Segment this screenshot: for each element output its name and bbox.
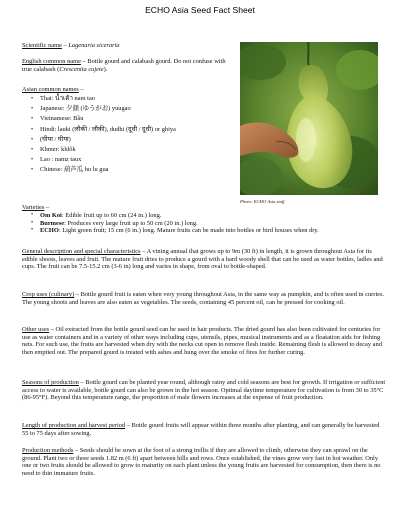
variety-item: [22, 227, 386, 235]
english-name-end: ).: [103, 65, 108, 73]
english-name-paragraph: [22, 58, 234, 73]
variety-text: : Light green fruit; 15 cm (6 in.) long. Mature fruits can be made into bottles or bird houses when dry.: [58, 227, 319, 235]
asian-name-item: • Chinese: 葫芦瓜 hu lu gua: [22, 165, 234, 175]
asian-name-item: • Hindi: lauki (लौकी / लौकी), dudhi (दूधी / दूधी) or ghiya: [22, 125, 234, 135]
asian-name-item: • Vietnamese: Bầu: [22, 114, 234, 124]
varieties-label: Varieties: [22, 204, 45, 211]
asian-names-heading: [22, 86, 234, 94]
varieties-sep: –: [44, 204, 50, 211]
page-title: ECHO Asia Seed Fact Sheet: [145, 5, 255, 15]
scientific-name-label: Scientific name: [22, 42, 62, 49]
section-label: Crop uses (culinary): [22, 291, 75, 298]
variety-item: [22, 212, 386, 220]
production-methods-paragraph: [22, 447, 386, 477]
variety-text: : Edible fruit up to 60 cm (24 in.) long.: [61, 212, 162, 219]
scientific-name-line: [22, 42, 234, 50]
photo-caption: Photo: ECHO Asia staff: [240, 199, 285, 204]
asian-name-item: • Lao : namz taux: [22, 155, 234, 165]
asian-names-sep: –: [78, 86, 84, 93]
variety-name: ECHO: [40, 227, 59, 235]
section-text: – Bottle gourd fruits will appear within three months after planting, and can generally be harvested 55 to 75 days after sowing.: [22, 422, 380, 437]
bottle-gourd-photo-drawing: [240, 42, 378, 195]
section-label: Seasons of production: [22, 379, 79, 386]
scientific-name-sep: –: [61, 42, 69, 49]
bottle-gourd-photo: [240, 42, 378, 195]
asian-name-item: • Khmer: khlôk: [22, 145, 234, 155]
section-label: General description and special characteristics: [22, 248, 141, 255]
english-name-text: – Bottle gourd and calabash gourd. Do not confuse with true calabash (: [22, 58, 226, 73]
section-text: – Oil extracted from the bottle gourd seed can be used in hair products. The dried gourd has also been cultivated for centuries for use as water containers and in a variety of other ways including cups, utensils, pipes, musical instruments and as a floatation aids for fishing nets. For such use, the fruits are harvested when dry with the necks cut open to remove flesh inside. Remaining flesh is allowed to decay and then emptied out. The prepared gourd is treated with ashes and hung over the smoke of fires for further curing.: [22, 326, 382, 356]
asian-name-item: • Thai: น้ำเต้า nam tao: [22, 94, 234, 104]
other-uses-paragraph: [22, 326, 386, 356]
variety-text: : Produces very large fruit up to 50 cm (20 in.) long.: [64, 219, 198, 227]
asian-name-item: • (घीया / घीया): [22, 135, 234, 145]
scientific-name-value: Lagenaria siceraria: [68, 42, 120, 49]
section-text: – Bottle gourd fruit is eaten when very young throughout Asia, in the same way as pumpkin, and is often used in curries. The young shoots and leaves are also eaten as vegetables. The seeds, containing 45 percent oil, can be pressed for cooking oil.: [22, 291, 385, 306]
section-text: – Seeds should be sown at the foot of a strong trellis if they are allowed to climb, otherwise they can sprawl on the ground. Plant two or three seeds 1.82 m (6 ft) apart between hills and rows. Once established, the vines grow very fast in hot weather. Only one or two fruits should be allowed to grow to maturity on each plant unless the young fruits are harvested for consumption, then there is no need to thin immature fruits.: [22, 447, 381, 477]
section-text: – Bottle gourd can be planted year round, although rainy and cold seasons are best for growth. If irrigation or sufficient access to water is available, bottle gourd can also be grown in the hot season. Optimal daytime temperature for cultivation is from 30 to 35°C (86-95°F). Beyond this temperature range, the proportion of male flowers increases at the expense of fruit production.: [22, 379, 386, 402]
asian-name-item: • Japanese: 夕顔 (ゆうがお) yuugao: [22, 104, 234, 114]
crop-uses-paragraph: [22, 291, 386, 306]
section-label: Length of production and harvest period: [22, 422, 126, 429]
variety-name: Om Koi: [40, 212, 62, 219]
english-name-label: English common name: [22, 58, 81, 65]
seasons-paragraph: [22, 379, 386, 402]
asian-names-label: Asian common names: [22, 86, 79, 93]
section-label: Other uses: [22, 326, 50, 333]
varieties-list: [22, 212, 386, 235]
varieties-heading: [22, 204, 386, 212]
variety-name: Burmese: [40, 219, 65, 227]
harvest-period-paragraph: [22, 422, 386, 437]
variety-item: [22, 220, 386, 228]
section-label: Production methods: [22, 447, 74, 454]
section-text: – A vining annual that grows up to 9m (30 ft) in length, it is grown throughout Asia for its edible shoots, leaves and fruit. The mature fruit dries to produce a gourd with a hard woody shell that can be used as water bottles, ladles and cups. The fruit can be 7.5-15.2 cm (3-6 in) long and varies in shape, from oval to bottle-shaped.: [22, 248, 383, 271]
general-description-paragraph: [22, 248, 386, 271]
english-name-italic: Crescentia cujete: [59, 65, 104, 73]
asian-names-list: [22, 94, 234, 176]
